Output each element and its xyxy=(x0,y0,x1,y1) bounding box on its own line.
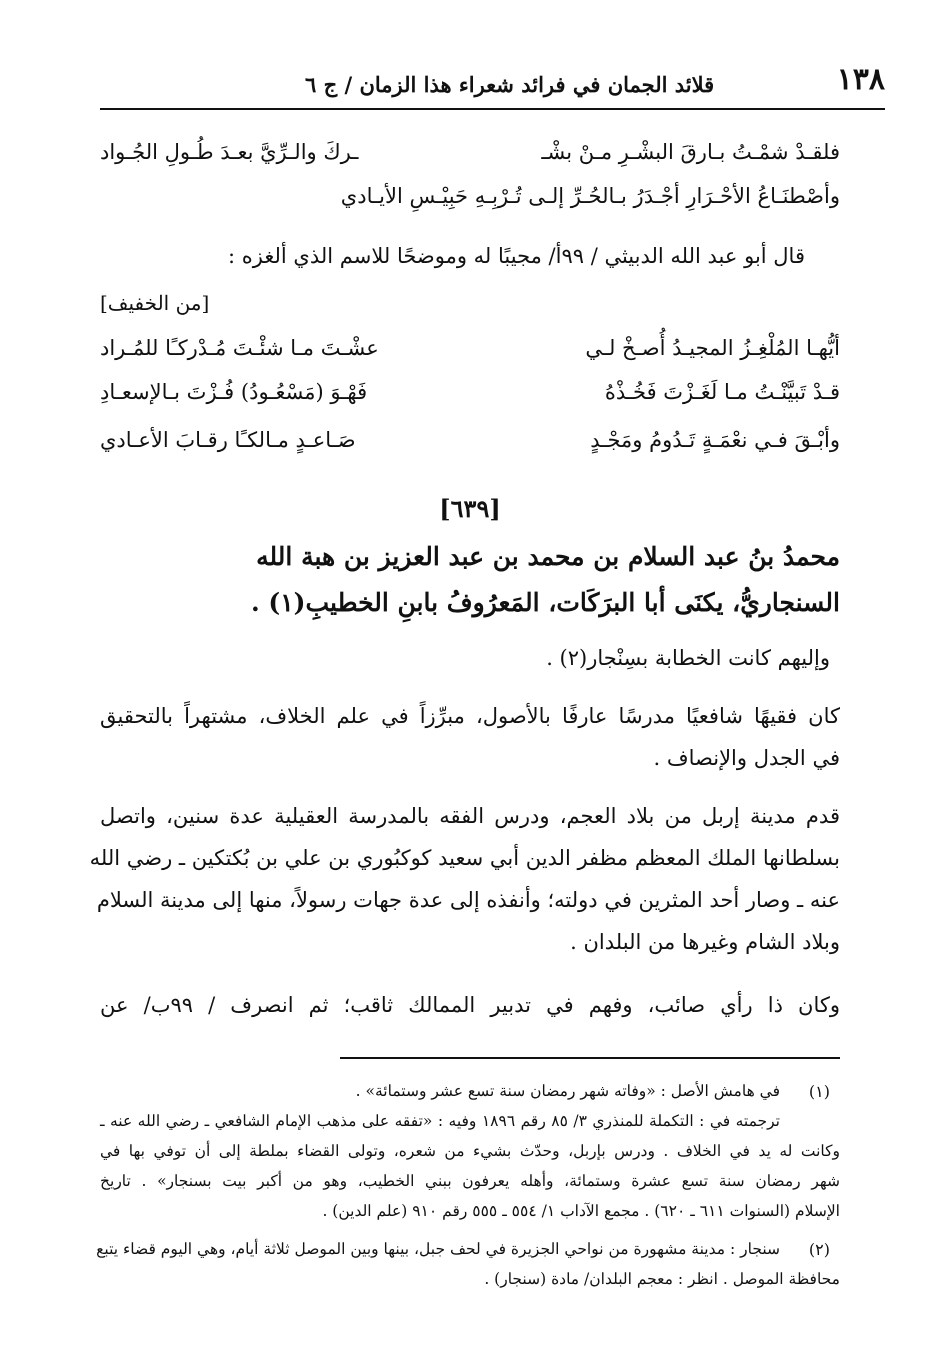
body-line: وكان ذا رأي صائب، وفهم في تدبير الممالك ثاقب؛ ثم انصرف / ٩٩ب/ عن xyxy=(100,993,840,1017)
verse-line xyxy=(100,428,840,468)
footnote-marker: (٢) xyxy=(808,1240,830,1259)
verse-hemistich-right: أيُّهـا المُلْغِـزُ المجيـدُ أُصـخْ لـي xyxy=(585,336,840,360)
verse-hemistich-left: ـركَ والـرِّيَّ بعـدَ طُـولِ الجُـواد xyxy=(100,140,359,164)
footnote-line: وكانت له يد في الخلاف . ودرس بإربل، وحدّث بشيء من شعره، وتولى القضاء بملطة إلى أن توفي بها في xyxy=(100,1142,840,1160)
verse-hemistich-left: صَـاعـدٍ مـالكـًا رقـابَ الأعـادي xyxy=(100,428,356,452)
verse-line xyxy=(100,140,840,180)
body-line: عنه ـ وصار أحد المثرين في دولته؛ وأنفذه إلى عدة جهات رسولاً، منها إلى مدينة السلام xyxy=(96,888,840,912)
verse-hemistich-right: قـدْ تَبيَّنْـتُ مـا لَغَـزْتَ فَخُـذْهُ xyxy=(604,380,840,404)
entry-number: [٦٣٩] xyxy=(439,494,501,523)
body-line: كان فقيهًا شافعيًا مدرسًا عارفًا بالأصول، مبرِّزاً في علم الخلاف، مشتهراً بالتحقيق xyxy=(100,704,840,728)
body-line: قدم مدينة إربل من بلاد العجم، ودرس الفقه بالمدرسة العقيلية عدة سنين، واتصل xyxy=(100,804,840,828)
intro-line: قال أبو عبد الله الدبيثي / ٩٩أ/ مجيبًا له وموضحًا للاسم الذي ألغزه : xyxy=(228,244,805,268)
header-rule xyxy=(100,108,885,110)
footnote-line: الإسلام (السنوات ٦١١ ـ ٦٢٠) . مجمع الآداب ١/ ٥٥٤ ـ ٥٥٥ رقم ٩١٠ (علم الدين) . xyxy=(322,1202,840,1220)
meter-label: [من الخفيف] xyxy=(100,291,210,315)
verse-line xyxy=(100,380,840,420)
entry-heading-line: محمدُ بنُ عبد السلام بن محمد بن عبد العزيز بن هبة الله xyxy=(256,542,840,571)
page-header xyxy=(100,58,885,110)
body-line: وبلاد الشام وغيرها من البلدان . xyxy=(570,930,840,954)
footnote-marker: (١) xyxy=(808,1082,830,1101)
footnote-line: شهر رمضان سنة تسع عشرة وستمائة، وأهله يعرفون ببني الخطيب، وهو من أكبر بيت بسنجار» . تاريخ xyxy=(100,1172,840,1190)
footnote-line: ترجمته في : التكملة للمنذري ٣/ ٨٥ رقم ١٨٩٦ وفيه : «تفقه على مذهب الإمام الشافعي ـ رضي الله عنه ـ xyxy=(100,1112,780,1130)
verse-line xyxy=(100,336,840,376)
footnote-rule xyxy=(340,1057,840,1059)
body-line: بسلطانها الملك المعظم مظفر الدين أبي سعيد كوكبُوري بن علي بن بُكتكين ـ رضي الله xyxy=(89,846,840,870)
footnote-line: محافظة الموصل . انظر : معجم البلدان/ مادة (سنجار) . xyxy=(484,1270,840,1288)
running-title: قلائد الجمان في فرائد شعراء هذا الزمان / ج ٦ xyxy=(305,72,715,97)
note-line: وإليهم كانت الخطابة بسِنْجار(٢) . xyxy=(546,646,830,670)
entry-heading-line: السنجاريُّ، يكنَى أبا البرَكَات، المَعرُوفُ بابنِ الخطيبِ(١) . xyxy=(250,588,840,617)
verse-hemistich-left: فَهْـوَ (مَسْعُـودُ) فُـزْتَ بـالإسعـادِ xyxy=(100,380,368,404)
page-number: ١٣٨ xyxy=(836,62,885,97)
verse-hemistich-right: فلقـدْ شمْـتُ بـارقَ البشْـرِ مـنْ بشْـ xyxy=(541,140,840,164)
verse-hemistich-left: عشْـتَ مـا شئْـتَ مُـدْركـًا للمُـراد xyxy=(100,336,379,360)
body-line: في الجدل والإنصاف . xyxy=(653,746,840,770)
footnote-line: في هامش الأصل : «وفاته شهر رمضان سنة تسع عشر وستمائة» . xyxy=(355,1082,780,1100)
verse-line xyxy=(100,184,840,224)
footnote-line: سنجار : مدينة مشهورة من نواحي الجزيرة في لحف جبل، بينها وبين الموصل ثلاثة أيام، وهي اليوم قضاء يتبع xyxy=(96,1240,780,1258)
verse-hemistich-right: وأبْـقَ فـي نعْمَـةٍ تَـدُومُ ومَجْـدٍ xyxy=(590,428,840,452)
verse-hemistich-right: وأصْطنَـاعُ الأحْـرَارِ أجْـدَرُ بـالحُـرِّ إلـى تُـرْبِـهِ حَبِيْـسِ الأيـادي xyxy=(340,184,840,208)
